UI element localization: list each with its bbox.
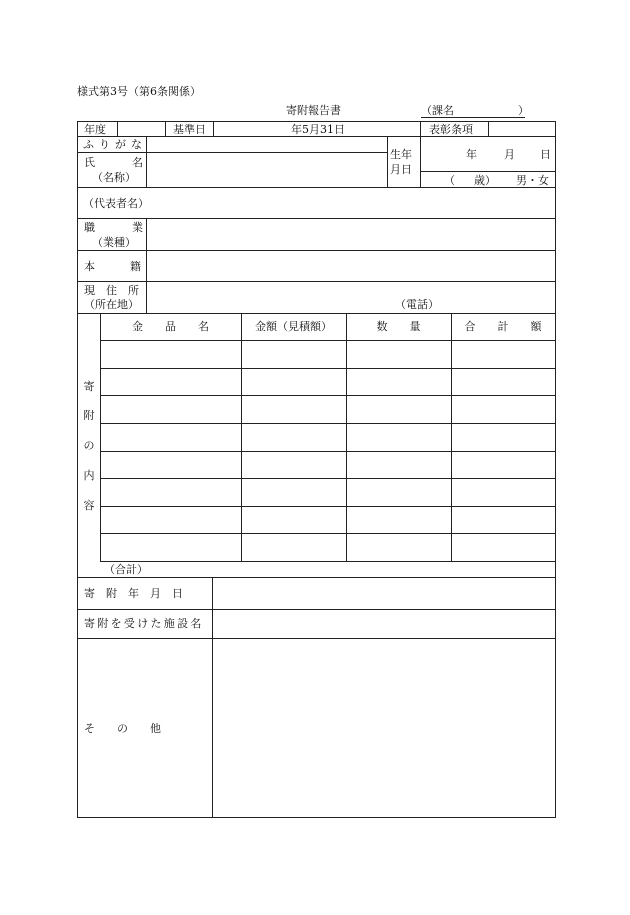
- division-underline: [421, 117, 525, 118]
- division-name-field[interactable]: [455, 103, 515, 117]
- total-label: （合計）: [104, 563, 148, 576]
- col-line-year: [117, 121, 118, 136]
- furigana-label: ふりがな: [83, 138, 147, 151]
- domicile-label-1: 本: [84, 260, 95, 273]
- row-line-birth: [420, 171, 555, 172]
- quantity-cell[interactable]: [348, 341, 449, 367]
- birth-label-1: 生年: [390, 148, 412, 161]
- name-label-alt: （名称）: [92, 171, 136, 184]
- amount-cell[interactable]: [243, 396, 344, 422]
- item-name-cell[interactable]: [102, 452, 239, 477]
- donation-date-field[interactable]: [214, 578, 553, 608]
- quantity-cell[interactable]: [348, 479, 449, 505]
- address-label: 現 住 所: [84, 284, 139, 297]
- quantity-cell[interactable]: [348, 424, 449, 450]
- item-name-cell[interactable]: [102, 424, 239, 450]
- row-line-address: [78, 313, 555, 314]
- total-cell[interactable]: [453, 479, 553, 505]
- occupation-label-1: 職: [84, 221, 95, 234]
- total-cell[interactable]: [453, 534, 553, 560]
- amount-cell[interactable]: [243, 369, 344, 394]
- occupation-label-2: 業: [132, 221, 143, 234]
- quantity-cell[interactable]: [348, 452, 449, 477]
- column-header-quantity: 数 量: [376, 320, 421, 333]
- birth-day: 日: [540, 148, 551, 161]
- award-item-field[interactable]: [490, 122, 553, 135]
- birth-month: 月: [504, 148, 515, 161]
- total-cell[interactable]: [453, 396, 553, 422]
- item-name-cell[interactable]: [102, 507, 239, 532]
- gender-option[interactable]: 男・女: [516, 174, 549, 187]
- address-field[interactable]: [148, 282, 553, 312]
- amount-cell[interactable]: [243, 534, 344, 560]
- amount-cell[interactable]: [243, 341, 344, 367]
- division-label-close: ）: [518, 104, 529, 117]
- col-line-award-value: [488, 121, 489, 136]
- total-field[interactable]: [150, 562, 553, 576]
- col-line-base-date: [213, 121, 214, 136]
- name-label-1: 氏: [84, 156, 95, 169]
- year-label: 年度: [84, 123, 106, 136]
- domicile-label-2: 籍: [130, 260, 141, 273]
- total-cell[interactable]: [453, 341, 553, 367]
- amount-cell[interactable]: [243, 424, 344, 450]
- name-label-2: 名: [132, 156, 143, 169]
- phone-label: （電話）: [395, 298, 439, 311]
- donation-side-char-4: 内: [83, 469, 95, 482]
- column-header-item: 金 品 名: [132, 320, 209, 333]
- furigana-field[interactable]: [148, 137, 386, 151]
- col-line-quantity: [451, 313, 452, 561]
- year-field[interactable]: [119, 122, 164, 135]
- other-label: そ の 他: [84, 722, 161, 735]
- col-line-year-value: [165, 121, 166, 136]
- representative-field[interactable]: [148, 188, 553, 217]
- quantity-cell[interactable]: [348, 369, 449, 394]
- amount-cell[interactable]: [243, 479, 344, 505]
- col-line-person-labels: [146, 218, 147, 313]
- total-cell[interactable]: [453, 507, 553, 532]
- col-line-item-name: [241, 313, 242, 561]
- birth-label-2: 月日: [390, 163, 412, 176]
- age-close: 歳）: [474, 174, 496, 187]
- item-name-cell[interactable]: [102, 534, 239, 560]
- occupation-label-alt: （業種）: [92, 236, 136, 249]
- col-line-award-birth: [420, 121, 421, 187]
- domicile-field[interactable]: [148, 251, 553, 280]
- base-date-value: 年5月31日: [291, 123, 345, 136]
- column-header-total: 合 計 額: [464, 320, 542, 333]
- other-field[interactable]: [214, 639, 553, 815]
- donation-side-char-5: 容: [83, 499, 95, 512]
- quantity-cell[interactable]: [348, 534, 449, 560]
- occupation-field[interactable]: [148, 219, 553, 249]
- quantity-cell[interactable]: [348, 396, 449, 422]
- item-name-cell[interactable]: [102, 479, 239, 505]
- birth-date-field[interactable]: [422, 138, 553, 170]
- col-line-amount: [346, 313, 347, 561]
- col-line-birth-label: [387, 136, 388, 187]
- donation-side-char-2: 附: [83, 409, 95, 422]
- division-label-open: （課名: [421, 104, 454, 117]
- donation-side-char-1: 寄: [83, 380, 95, 393]
- amount-cell[interactable]: [243, 507, 344, 532]
- document-title: 寄附報告書: [286, 104, 341, 117]
- total-cell[interactable]: [453, 369, 553, 394]
- item-name-cell[interactable]: [102, 341, 239, 367]
- name-field[interactable]: [148, 153, 386, 186]
- item-name-cell[interactable]: [102, 396, 239, 422]
- facility-label: 寄附を受けた施設名: [84, 617, 204, 630]
- age-open: （: [444, 174, 455, 187]
- donation-date-label: 寄 附 年 月 日: [84, 587, 183, 600]
- birth-year: 年: [466, 148, 477, 161]
- item-name-cell[interactable]: [102, 369, 239, 394]
- total-cell[interactable]: [453, 424, 553, 450]
- amount-cell[interactable]: [243, 452, 344, 477]
- address-label-alt: （所在地）: [84, 298, 139, 311]
- award-item-label: 表彰条項: [429, 123, 473, 136]
- total-cell[interactable]: [453, 452, 553, 477]
- age-field[interactable]: [452, 172, 472, 186]
- form-id: 様式第3号（第6条関係）: [77, 85, 201, 98]
- col-line-donation-side: [100, 313, 101, 561]
- column-header-amount: 金額（見積額）: [255, 320, 332, 333]
- base-date-label: 基準日: [173, 123, 206, 136]
- quantity-cell[interactable]: [348, 507, 449, 532]
- donation-side-char-3: の: [83, 439, 95, 452]
- facility-field[interactable]: [214, 610, 553, 637]
- col-line-bottom-labels: [212, 577, 213, 817]
- representative-label: （代表者名）: [83, 197, 149, 210]
